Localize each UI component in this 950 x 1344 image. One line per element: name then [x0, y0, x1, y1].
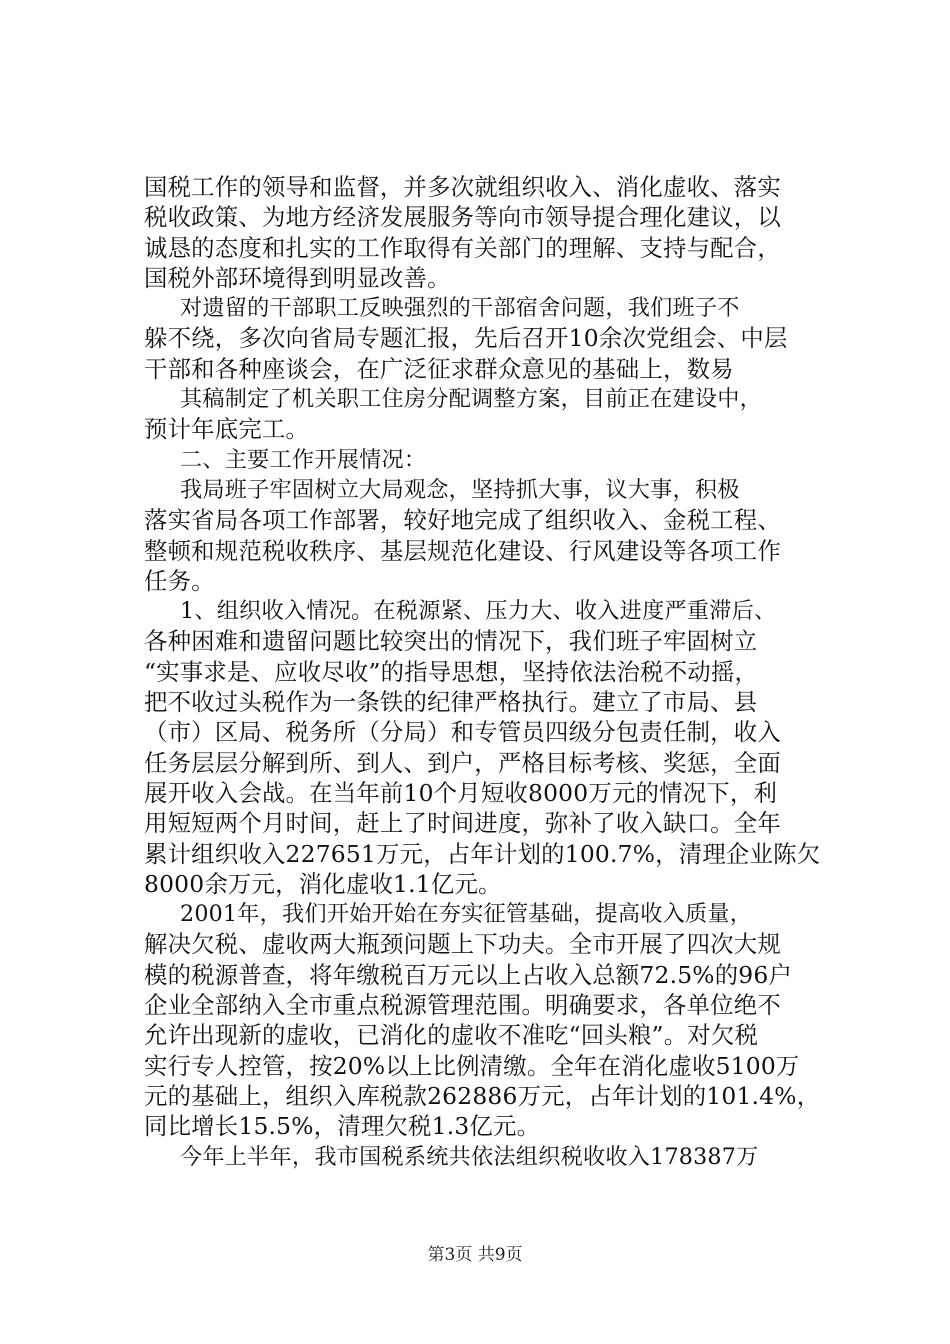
text-line: 1、组织收入情况。在税源紧、压力大、收入进度严重滞后、 — [180, 598, 777, 625]
body-text — [144, 172, 844, 1172]
text-line: 二、主要工作开展情况： — [180, 446, 427, 473]
page-number-footer: 第3页 共9页 — [427, 1245, 523, 1265]
text-line: 任务层层分解到所、到人、到户，严格目标考核、奖惩，全面 — [144, 748, 781, 777]
text-line: 企业全部纳入全市重点税源管理范围。明确要求，各单位绝不 — [144, 991, 781, 1020]
text-line: 8000余万元，消化虚收1.1亿元。 — [144, 869, 502, 898]
text-line: 2001年，我们开始开始在夯实征管基础，提高收入质量， — [180, 901, 753, 928]
document-body — [144, 172, 844, 1172]
text-line: 展开收入会战。在当年前10个月短收8000万元的情况下，利 — [144, 778, 778, 807]
text-line: 税收政策、为地方经济发展服务等向市领导提合理化建议，以 — [144, 203, 781, 232]
text-line: 累计组织收入227651万元，占年计划的100.7%，清理企业陈欠 — [144, 839, 821, 868]
text-line: 躲不绕，多次向省局专题汇报，先后召开10余次党组会、中层 — [144, 324, 788, 353]
text-line: 诚恳的态度和扎实的工作取得有关部门的理解、支持与配合， — [144, 233, 781, 262]
text-line: 国税外部环境得到明显改善。 — [144, 263, 451, 292]
text-line: 落实省局各项工作部署，较好地完成了组织收入、金税工程、 — [144, 506, 781, 535]
text-line: 用短短两个月时间，赶上了时间进度，弥补了收入缺口。全年 — [144, 809, 781, 838]
text-line: 把不收过头税作为一条铁的纪律严格执行。建立了市局、县 — [144, 688, 758, 717]
text-line: （市）区局、税务所（分局）和专管员四级分包责任制，收入 — [144, 718, 781, 747]
text-line: 模的税源普查，将年缴税百万元以上占收入总额72.5%的96户 — [144, 960, 793, 989]
text-line: 今年上半年，我市国税系统共依法组织税收收入178387万 — [180, 1143, 759, 1170]
text-line: 整顿和规范税收秩序、基层规范化建设、行风建设等各项工作 — [144, 536, 781, 565]
text-line: 我局班子牢固树立大局观念，坚持抓大事，议大事，积极 — [180, 476, 740, 503]
text-line: “实事求是、应收尽收”的指导思想，坚持依法治税不动摇， — [144, 657, 759, 686]
text-line: 实行专人控管，按20%以上比例清缴。全年在消化虚收5100万 — [144, 1051, 800, 1080]
text-line: 其稿制定了机关职工住房分配调整方案，目前正在建设中， — [180, 386, 763, 413]
text-line: 允许出现新的虚收，已消化的虚收不准吃“回头粮”。对欠税 — [144, 1021, 759, 1050]
text-line: 各种困难和遗留问题比较突出的情况下，我们班子牢固树立 — [144, 627, 758, 656]
text-line: 预计年底完工。 — [144, 415, 310, 444]
text-line: 同比增长15.5%，清理欠税1.3亿元。 — [144, 1112, 541, 1141]
text-line: 对遗留的干部职工反映强烈的干部宿舍问题，我们班子不 — [180, 295, 740, 322]
text-line: 国税工作的领导和监督，并多次就组织收入、消化虚收、落实 — [144, 173, 781, 201]
text-line: 解决欠税、虚收两大瓶颈问题上下功夫。全市开展了四次大规 — [144, 930, 781, 959]
text-line: 干部和各种座谈会，在广泛征求群众意见的基础上，数易 — [144, 354, 734, 383]
text-line: 元的基础上，组织入库税款262886万元，占年计划的101.4%， — [144, 1081, 821, 1110]
text-line: 任务。 — [144, 566, 215, 595]
